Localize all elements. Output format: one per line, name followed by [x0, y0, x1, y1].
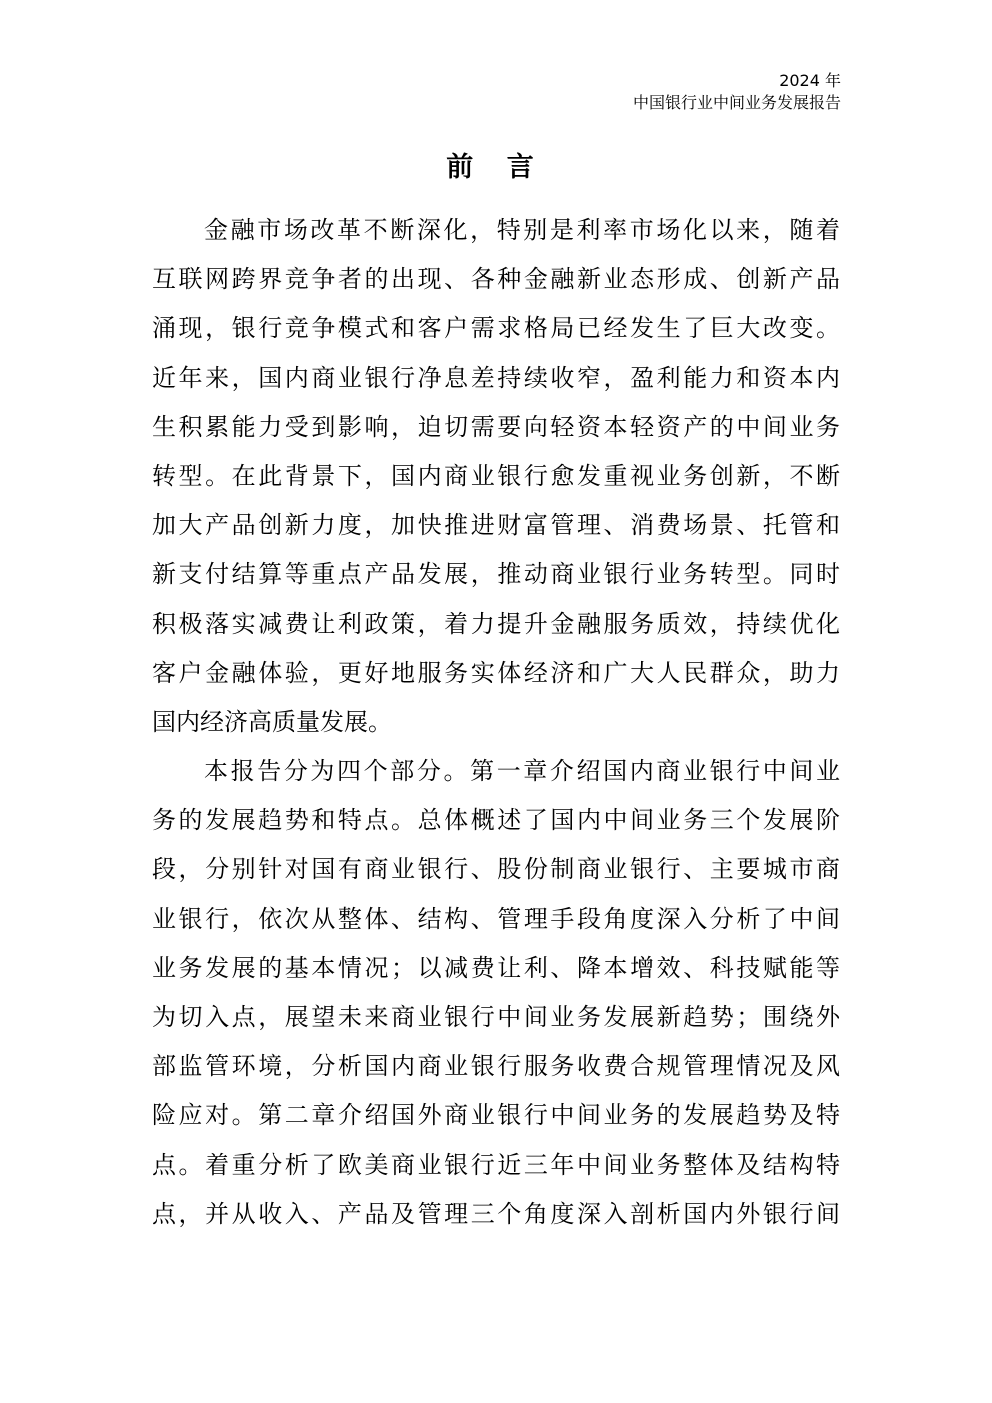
paragraph-line: 互联网跨界竞争者的出现、各种金融新业态形成、创新产品	[152, 265, 840, 294]
paragraph-line: 客户金融体验，更好地服务实体经济和广大人民群众，助力	[152, 658, 840, 687]
paragraph-line: 点。着重分析了欧美商业银行近三年中间业务整体及结构特	[152, 1150, 840, 1179]
paragraph-line: 为切入点，展望未来商业银行中间业务发展新趋势；围绕外	[152, 1003, 840, 1031]
header-year: 2024 年	[779, 71, 841, 90]
page-title: 前 言	[446, 152, 546, 183]
running-header	[633, 70, 841, 114]
paragraph-line: 加大产品创新力度，加快推进财富管理、消费场景、托管和	[152, 511, 840, 540]
paragraph-line: 险应对。第二章介绍国外商业银行中间业务的发展趋势及特	[152, 1101, 840, 1130]
paragraph-line: 点，并从收入、产品及管理三个角度深入剖析国内外银行间	[152, 1199, 840, 1228]
paragraph-line: 段，分别针对国有商业银行、股份制商业银行、主要城市商	[152, 855, 840, 884]
header-report-title: 中国银行业中间业务发展报告	[632, 93, 841, 112]
paragraph-line: 业银行，依次从整体、结构、管理手段角度深入分析了中间	[152, 904, 840, 933]
paragraph-line: 国内经济高质量发展。	[152, 707, 392, 736]
paragraph-1	[152, 206, 840, 747]
paragraph-line: 近年来，国内商业银行净息差持续收窄，盈利能力和资本内	[152, 363, 840, 392]
paragraph-line: 务的发展趋势和特点。总体概述了国内中间业务三个发展阶	[152, 806, 840, 835]
document-body	[152, 206, 840, 1239]
paragraph-line: 金融市场改革不断深化，特别是利率市场化以来，随着	[204, 216, 840, 244]
paragraph-line: 积极落实减费让利政策，着力提升金融服务质效，持续优化	[152, 609, 840, 638]
paragraph-line: 涌现，银行竞争模式和客户需求格局已经发生了巨大改变。	[152, 314, 840, 343]
paragraph-line: 新支付结算等重点产品发展，推动商业银行业务转型。同时	[152, 560, 840, 589]
paragraph-line: 生积累能力受到影响，迫切需要向轻资本轻资产的中间业务	[152, 412, 840, 441]
paragraph-line: 业务发展的基本情况；以减费让利、降本增效、科技赋能等	[152, 953, 840, 982]
paragraph-line: 部监管环境，分析国内商业银行服务收费合规管理情况及风	[152, 1052, 840, 1081]
paragraph-line: 转型。在此背景下，国内商业银行愈发重视业务创新，不断	[152, 461, 840, 490]
paragraph-line: 本报告分为四个部分。第一章介绍国内商业银行中间业	[204, 757, 840, 786]
paragraph-2	[152, 747, 840, 1239]
